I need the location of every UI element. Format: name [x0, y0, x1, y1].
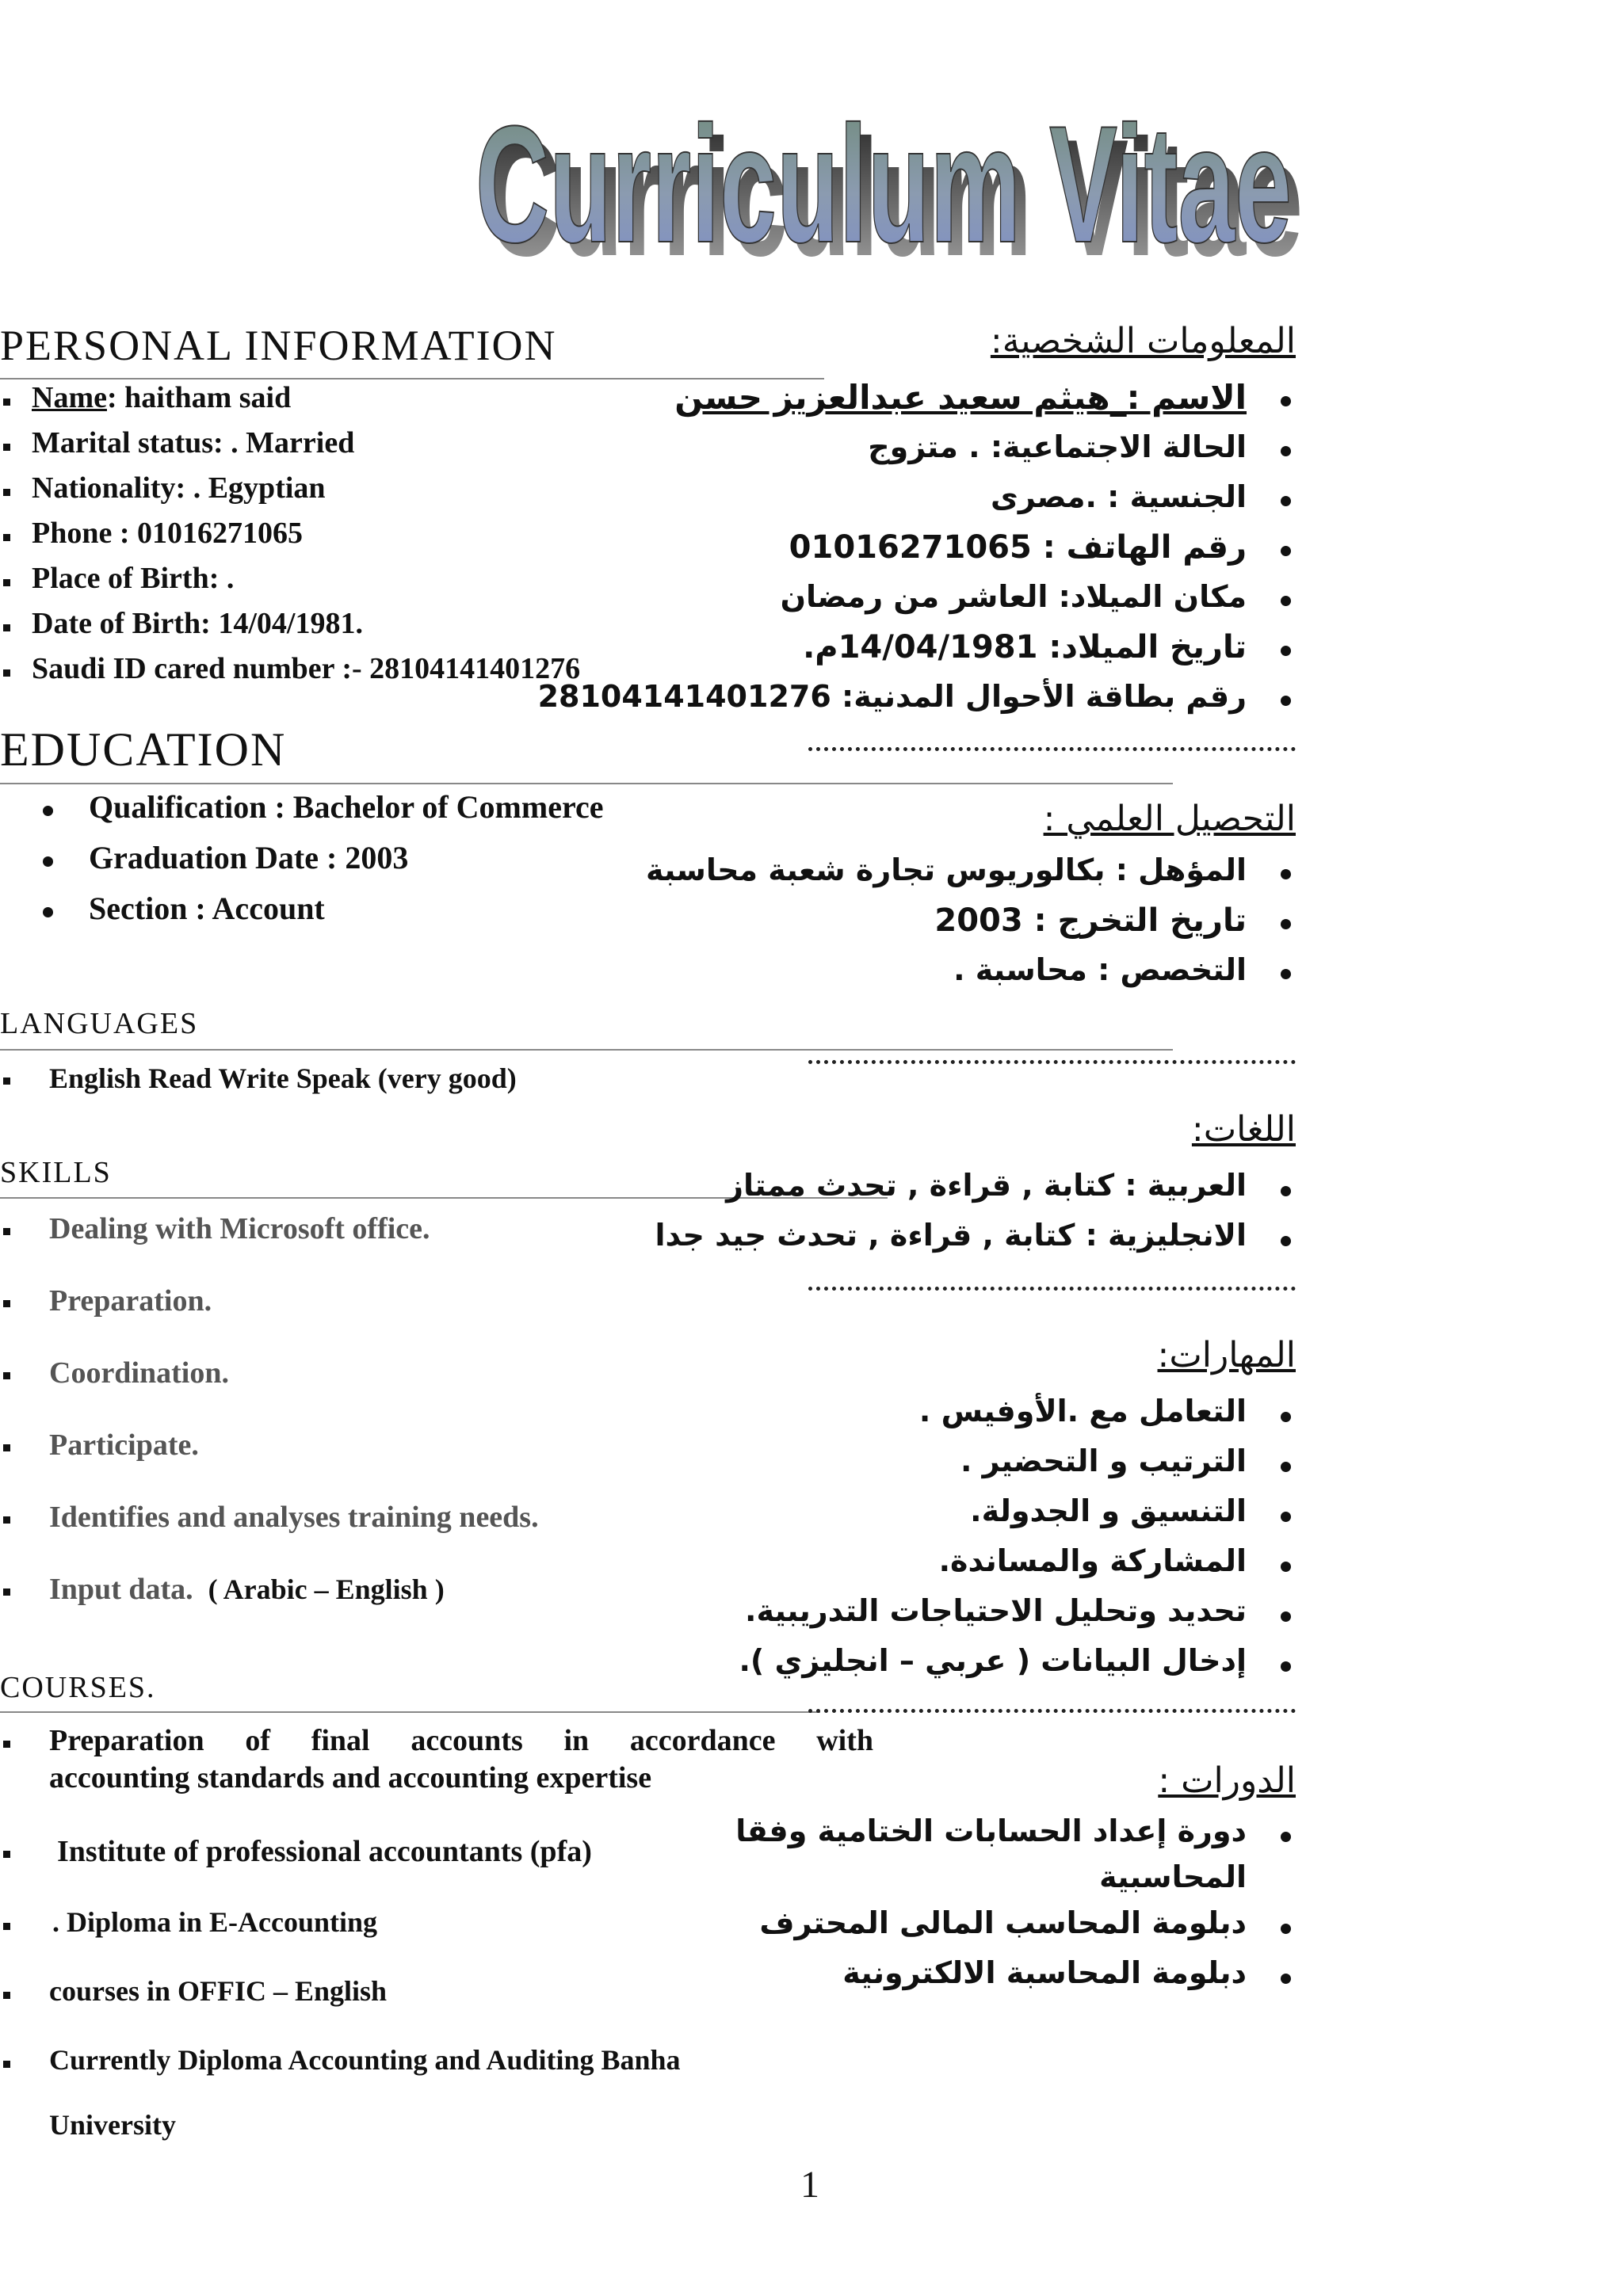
personal-info-heading: PERSONAL INFORMATION — [0, 322, 557, 369]
arabic-graduation: تاريخ التخرج : 2003 — [934, 902, 1247, 939]
bullet-icon — [3, 1923, 10, 1930]
course-item: Currently Diploma Accounting and Auditing Banha — [49, 2044, 681, 2076]
qualification: Qualification : Bachelor of Commerce — [89, 789, 604, 825]
arabic-skill-item: الترتيب و التحضير . — [960, 1444, 1247, 1478]
dotted-divider — [808, 1709, 1296, 1713]
skill-item: Dealing with Microsoft office. — [49, 1212, 430, 1245]
bullet-icon — [3, 1444, 10, 1451]
bullet-icon — [1281, 1832, 1291, 1842]
bullet-icon — [43, 806, 53, 816]
bullet-icon — [1281, 396, 1291, 406]
bullet-icon — [3, 1741, 10, 1748]
bullet-icon — [1281, 696, 1291, 706]
bullet-icon — [1281, 1462, 1291, 1472]
arabic-language-english: الانجليزية : كتابة , قراءة , تحدث جيد جدا — [655, 1218, 1247, 1253]
languages-heading: LANGUAGES — [0, 1007, 199, 1040]
bullet-icon — [1281, 446, 1291, 456]
arabic-skill-item: التعامل مع .الأوفيس . — [918, 1394, 1247, 1428]
bullet-icon — [3, 1851, 10, 1858]
bullet-icon — [1281, 1924, 1291, 1934]
skill-item: Preparation. — [49, 1284, 212, 1318]
section: Section : Account — [89, 891, 325, 926]
bullet-icon — [3, 489, 10, 496]
marital-status: Marital status: . Married — [32, 426, 355, 460]
bullet-icon — [1281, 596, 1291, 606]
bullet-icon — [1281, 1412, 1291, 1422]
arabic-course-item: دورة إعداد الحسابات الختامية وفقا — [735, 1814, 1247, 1848]
dotted-divider — [808, 1287, 1296, 1291]
dotted-divider — [808, 1060, 1296, 1064]
bullet-icon — [3, 444, 10, 451]
bullet-icon — [1281, 919, 1291, 929]
bullet-icon — [1281, 646, 1291, 656]
arabic-name — [674, 378, 1247, 417]
arabic-id: رقم بطاقة الأحوال المدنية: 28104141401276 — [537, 679, 1247, 714]
arabic-skill-item: التنسيق و الجدولة. — [970, 1493, 1247, 1528]
bullet-icon — [43, 907, 53, 917]
bullet-icon — [3, 669, 10, 677]
bullet-icon — [1281, 1562, 1291, 1572]
skill-item: Identifies and analyses training needs. — [49, 1501, 539, 1534]
graduation-date: Graduation Date : 2003 — [89, 840, 409, 875]
skill-item-input-data — [49, 1572, 445, 1607]
divider — [0, 1711, 820, 1713]
arabic-course-item: دبلومة المحاسبة الالكترونية — [842, 1955, 1247, 1990]
course-item: . Diploma in E-Accounting — [52, 1906, 378, 1938]
bullet-icon — [1281, 1611, 1291, 1622]
bullet-icon — [1281, 1661, 1291, 1672]
arabic-section: التخصص : محاسبة . — [953, 952, 1247, 987]
arabic-marital: الحالة الاجتماعية: . متزوج — [868, 429, 1247, 464]
bullet-icon — [43, 856, 53, 867]
bullet-icon — [1281, 546, 1291, 556]
bullet-icon — [3, 534, 10, 541]
name-label: Name — [32, 381, 107, 414]
phone: Phone : 01016271065 — [32, 517, 303, 550]
arabic-name-text: الاسم :_هيثم سعيد عبدالعزيز حسن — [674, 378, 1247, 417]
cv-title-text: Curriculum Vitae — [475, 91, 1292, 277]
arabic-course-item: دبلومة المحاسب المالى المحترف — [759, 1905, 1247, 1940]
arabic-nationality: الجنسية : .مصرى — [991, 479, 1247, 514]
id-number: Saudi ID cared number :- 28104141401276 — [32, 652, 581, 685]
arabic-skill-item: إدخال البيانات ( عربي – انجليزي ). — [739, 1643, 1247, 1678]
course-item-continued: University — [49, 2109, 176, 2141]
arabic-languages-heading: اللغات: — [1191, 1109, 1296, 1150]
bullet-icon — [3, 624, 10, 631]
course-item: courses in OFFIC – English — [49, 1975, 388, 2007]
nationality: Nationality: . Egyptian — [32, 471, 326, 505]
bullet-icon — [3, 1228, 10, 1235]
courses-heading: COURSES. — [0, 1671, 156, 1704]
bullet-icon — [1281, 969, 1291, 979]
skill-item-text: Input data. — [49, 1573, 193, 1606]
arabic-education-heading: التحصيل العلمي : — [1043, 799, 1296, 839]
page-number: 1 — [800, 2164, 819, 2206]
arabic-qualification: المؤهل : بكالوريوس تجارة شعبة محاسبة — [645, 852, 1247, 887]
bullet-icon — [1281, 1974, 1291, 1984]
arabic-language-arabic: العربية : كتابة , قراءة , تحدث ممتاز — [726, 1168, 1247, 1203]
arabic-skill-item: المشاركة والمساندة. — [938, 1543, 1247, 1578]
bullet-icon — [1281, 1512, 1291, 1522]
course-item: Institute of professional accountants (pfa) — [57, 1835, 592, 1868]
bullet-icon — [3, 1372, 10, 1379]
arabic-skills-heading: المهارات: — [1157, 1335, 1296, 1375]
date-of-birth: Date of Birth: 14/04/1981. — [32, 607, 363, 640]
place-of-birth: Place of Birth: . — [32, 562, 235, 595]
bullet-icon — [3, 399, 10, 406]
language-english: English Read Write Speak (very good) — [49, 1062, 517, 1094]
education-heading: EDUCATION — [0, 723, 287, 776]
arabic-column — [537, 0, 1296, 2296]
course-item-line2: accounting standards and accounting expertise — [49, 1761, 652, 1794]
bullet-icon — [3, 1300, 10, 1307]
svg-text:Curriculum Vitae: Curriculum Vitae — [487, 105, 1303, 291]
skill-item: Coordination. — [49, 1356, 229, 1390]
arabic-place: مكان الميلاد: العاشر من رمضان — [780, 579, 1247, 614]
bullet-icon — [3, 2061, 10, 2068]
bullet-icon — [1281, 1236, 1291, 1246]
bullet-icon — [1281, 496, 1291, 506]
bullet-icon — [3, 1589, 10, 1596]
arabic-phone: رقم الهاتف : 01016271065 — [789, 529, 1247, 566]
dotted-divider — [808, 747, 1296, 751]
bullet-icon — [1281, 869, 1291, 879]
bullet-icon — [3, 579, 10, 586]
name-row — [32, 380, 291, 415]
skill-item: Participate. — [49, 1428, 199, 1462]
bullet-icon — [3, 1992, 10, 1999]
skills-heading: SKILLS — [0, 1156, 112, 1189]
arabic-skill-item: تحديد وتحليل الاحتياجات التدريبية. — [745, 1593, 1247, 1628]
course-item-line1: Preparation of final accounts in accordance with — [49, 1724, 873, 1757]
bullet-icon — [1281, 1186, 1291, 1196]
skill-language-suffix: ( Arabic – English ) — [208, 1573, 445, 1605]
name-value: : haitham said — [106, 381, 292, 414]
bullet-icon — [3, 1077, 10, 1085]
arabic-dob: تاريخ الميلاد: 14/04/1981م. — [803, 629, 1247, 666]
arabic-course-item-continued: المحاسبية — [1099, 1859, 1247, 1894]
arabic-personal-heading: المعلومات الشخصية: — [990, 321, 1296, 361]
arabic-courses-heading: الدورات : — [1158, 1760, 1296, 1801]
bullet-icon — [3, 1516, 10, 1524]
